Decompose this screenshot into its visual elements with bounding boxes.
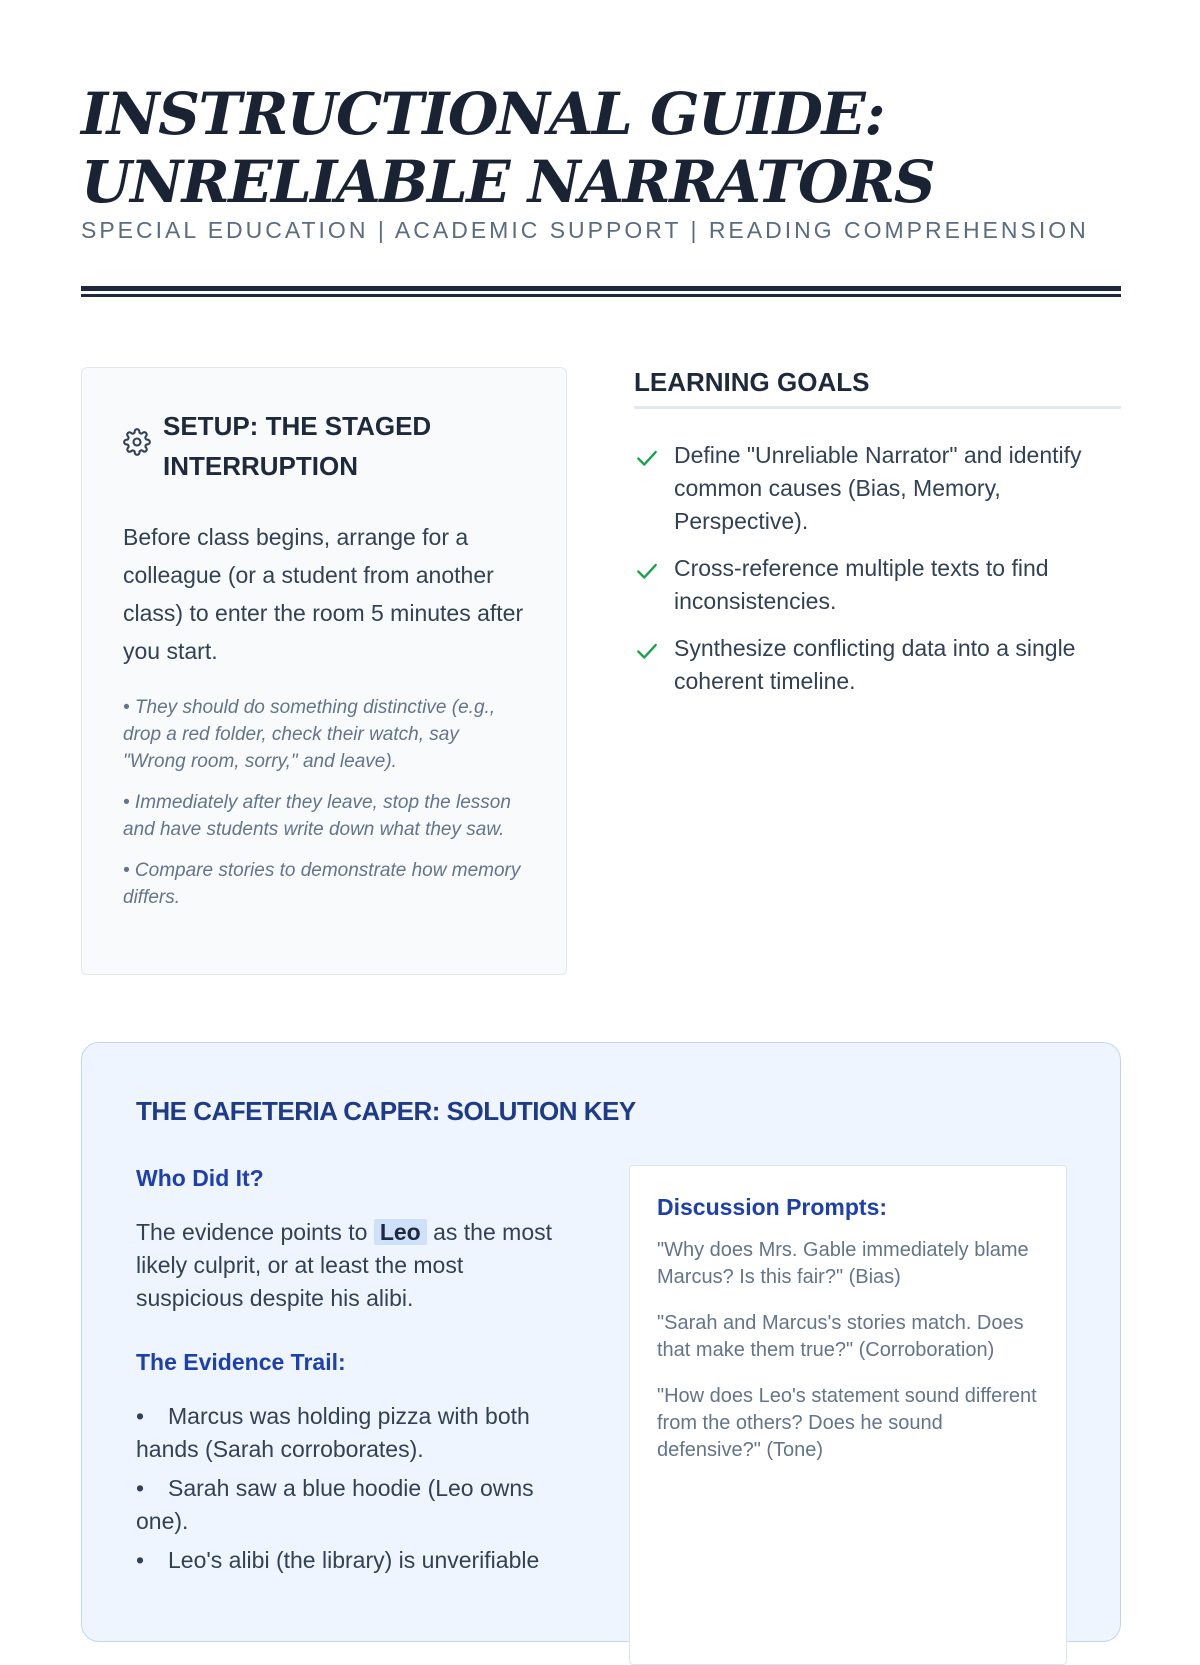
learning-goals xyxy=(634,367,1121,712)
learning-goal-item xyxy=(634,439,1121,538)
setup-card xyxy=(81,367,567,975)
title-line-1: INSTRUCTIONAL GUIDE: xyxy=(81,80,885,148)
discussion-prompts-box xyxy=(629,1165,1067,1665)
header-divider xyxy=(81,286,1121,297)
bullet-icon: • xyxy=(136,1475,145,1501)
who-did-it-heading: Who Did It? xyxy=(136,1165,264,1191)
learning-goal-item xyxy=(634,552,1121,618)
checkmark-icon xyxy=(634,445,660,471)
discussion-prompt: "Sarah and Marcus's stories match. Does that make them true?" (Corroboration) xyxy=(657,1312,1024,1361)
evidence-text: Sarah saw a blue hoodie (Leo owns one). xyxy=(136,1475,534,1534)
setup-body: Before class begins, arrange for a colleague (or a student from another class) to enter the room 5 minutes after you start. xyxy=(123,524,524,664)
evidence-item xyxy=(136,1544,576,1577)
setup-header xyxy=(123,406,526,486)
setup-note: • Immediately after they leave, stop the lesson and have students write down what they saw. xyxy=(123,792,511,840)
evidence-item xyxy=(136,1400,576,1466)
gear-icon xyxy=(123,428,151,456)
who-did-it-text xyxy=(136,1216,576,1315)
page-title xyxy=(81,80,1121,216)
setup-note: • They should do something distinctive (e.g., drop a red folder, check their watch, say "Wrong room, sorry," and leave). xyxy=(123,697,496,772)
page-subtitle: SPECIAL EDUCATION | ACADEMIC SUPPORT | READING COMPREHENSION xyxy=(81,217,1089,243)
solution-key-panel xyxy=(81,1042,1121,1642)
evidence-text: Leo's alibi (the library) is unverifiable xyxy=(168,1547,540,1573)
learning-goals-title: LEARNING GOALS xyxy=(634,367,1121,409)
learning-goal-text: Synthesize conflicting data into a single coherent timeline. xyxy=(674,635,1076,694)
learning-goal-text: Cross-reference multiple texts to find inconsistencies. xyxy=(674,555,1049,614)
who-did-it-after: as the most likely culprit, or at least the most suspicious despite his alibi. xyxy=(136,1219,552,1311)
learning-goal-item xyxy=(634,632,1121,698)
learning-goal-text: Define "Unreliable Narrator" and identify common causes (Bias, Memory, Perspective). xyxy=(674,442,1082,534)
setup-notes xyxy=(123,694,526,911)
discussion-prompt: "Why does Mrs. Gable immediately blame Marcus? Is this fair?" (Bias) xyxy=(657,1239,1029,1288)
evidence-item xyxy=(136,1472,576,1538)
discussion-prompt: "How does Leo's statement sound different from the others? Does he sound defensive?" (Tone) xyxy=(657,1385,1037,1461)
title-line-2: UNRELIABLE NARRATORS xyxy=(81,148,935,216)
learning-goals-list xyxy=(634,439,1121,698)
culprit-highlight: Leo xyxy=(374,1219,427,1245)
solution-key-title: THE CAFETERIA CAPER: SOLUTION KEY xyxy=(136,1096,636,1126)
setup-title: SETUP: THE STAGED INTERRUPTION xyxy=(163,411,432,481)
solution-details xyxy=(136,1165,576,1583)
bullet-icon: • xyxy=(136,1547,145,1573)
bullet-icon: • xyxy=(136,1403,145,1429)
checkmark-icon xyxy=(634,638,660,664)
evidence-list xyxy=(136,1400,576,1577)
checkmark-icon xyxy=(634,558,660,584)
evidence-text: Marcus was holding pizza with both hands (Sarah corroborates). xyxy=(136,1403,530,1462)
evidence-trail-heading: The Evidence Trail: xyxy=(136,1349,346,1375)
setup-note: • Compare stories to demonstrate how memory differs. xyxy=(123,860,521,908)
discussion-prompts-title: Discussion Prompts: xyxy=(657,1194,888,1220)
who-did-it-before: The evidence points to xyxy=(136,1219,374,1245)
